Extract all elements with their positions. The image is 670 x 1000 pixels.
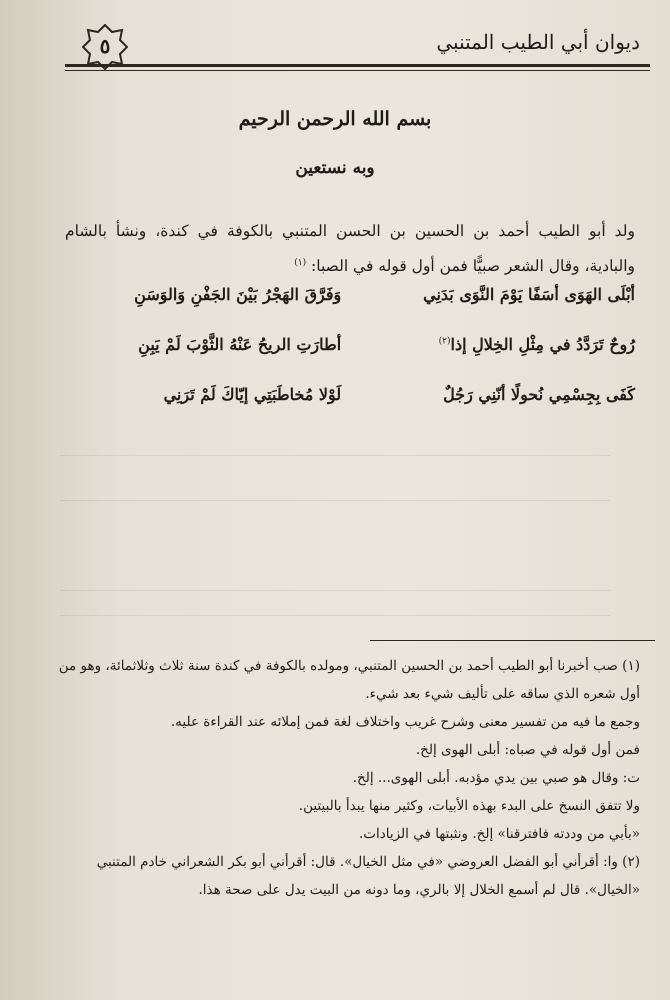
footnotes (48, 652, 640, 904)
verse-line (70, 385, 635, 419)
page-number: ٥ (99, 34, 111, 58)
footnote-line: (١) صب أخبرنا أبو الطيب أحمد بن الحسين المتنبي، ومولده بالكوفة في كندة سنة ثلاث وثلاثمائة، وهو من أول شعره الذي ساقه على تأليف شيء بعد شيء. (58, 658, 640, 702)
verse-first-hemistich: رُوحٌ تَرَدَّدُ في مِثْلِ الخِلالِ إذا$^{(٢)}$ (438, 335, 635, 354)
intro-paragraph (65, 215, 635, 282)
book-title: ديوان أبي الطيب المتنبي (436, 30, 640, 54)
footnote-rule (370, 640, 655, 641)
footnote-line: (٢) وا: أقرأني أبو الفضل العروضي «في مثل الخيال». قال: أقرأني أبو بكر الشعراني خادم المتنبي «الخيال». قال لم أسمع الخلال إلا بالري، وما دونه من البيت يدل على صحة هذا. (96, 854, 640, 898)
subtitle: وبه نستعين (295, 158, 375, 178)
verse-first-hemistich: أبْلَى الهَوَى أسَفًا يَوْمَ النَّوَى بَدَنِي (423, 285, 635, 304)
footnote-marker: (٢) (438, 336, 451, 347)
bleed-through-line (60, 500, 610, 511)
verse-second-hemistich: أطارَتِ الريحُ عَنْهُ الثَّوْبَ لَمْ يَبِنِ (138, 335, 342, 354)
header-rule (65, 64, 650, 71)
bleed-through-line (60, 455, 610, 466)
footnote-line: وجمع ما فيه من تفسير معنى وشرح غريب واختلاف لغة فمن إملائه عند القراءة عليه. (170, 714, 640, 730)
verse-line (70, 285, 635, 319)
footnote-line: فمن أول قوله في صباه: أبلى الهوى إلخ. (415, 742, 640, 758)
footnote-line: ت: وقال هو صبي بين يدي مؤدبه. أبلى الهوى... إلخ. (352, 770, 640, 786)
footnote-line: ولا تتفق النسخ على البدء بهذه الأبيات، وكثير منها يبدأ بالبيتين. (298, 798, 640, 814)
footnote-marker: (١) (294, 258, 307, 268)
verse-second-hemistich: وَفَرَّقَ الهَجْرُ بَيْنَ الجَفْنِ وَالوَسَنِ (134, 285, 342, 304)
footnote-line: «بأبي من وددته فافترقنا» إلخ. ونثبتها في الزيادات. (358, 826, 640, 842)
bleed-through-line (60, 590, 610, 601)
verse-line (70, 335, 635, 369)
page-header (70, 20, 650, 70)
bleed-through-line (60, 615, 610, 626)
verse-first-hemistich: كَفَى بِجِسْمِي نُحولًا أنّنِي رَجُلٌ (443, 385, 635, 404)
bismillah: بسم الله الرحمن الرحيم (238, 108, 432, 130)
intro-text: ولد أبو الطيب أحمد بن الحسين بن الحسن المتنبي بالكوفة في كندة، ونشأ بالشام والبادية، وقال الشعر صبيًّا فمن أول قوله في الصبا: (65, 222, 635, 276)
verse-second-hemistich: لَوْلا مُخاطَبَتِي إيّاكَ لَمْ تَرَنِي (163, 385, 342, 404)
